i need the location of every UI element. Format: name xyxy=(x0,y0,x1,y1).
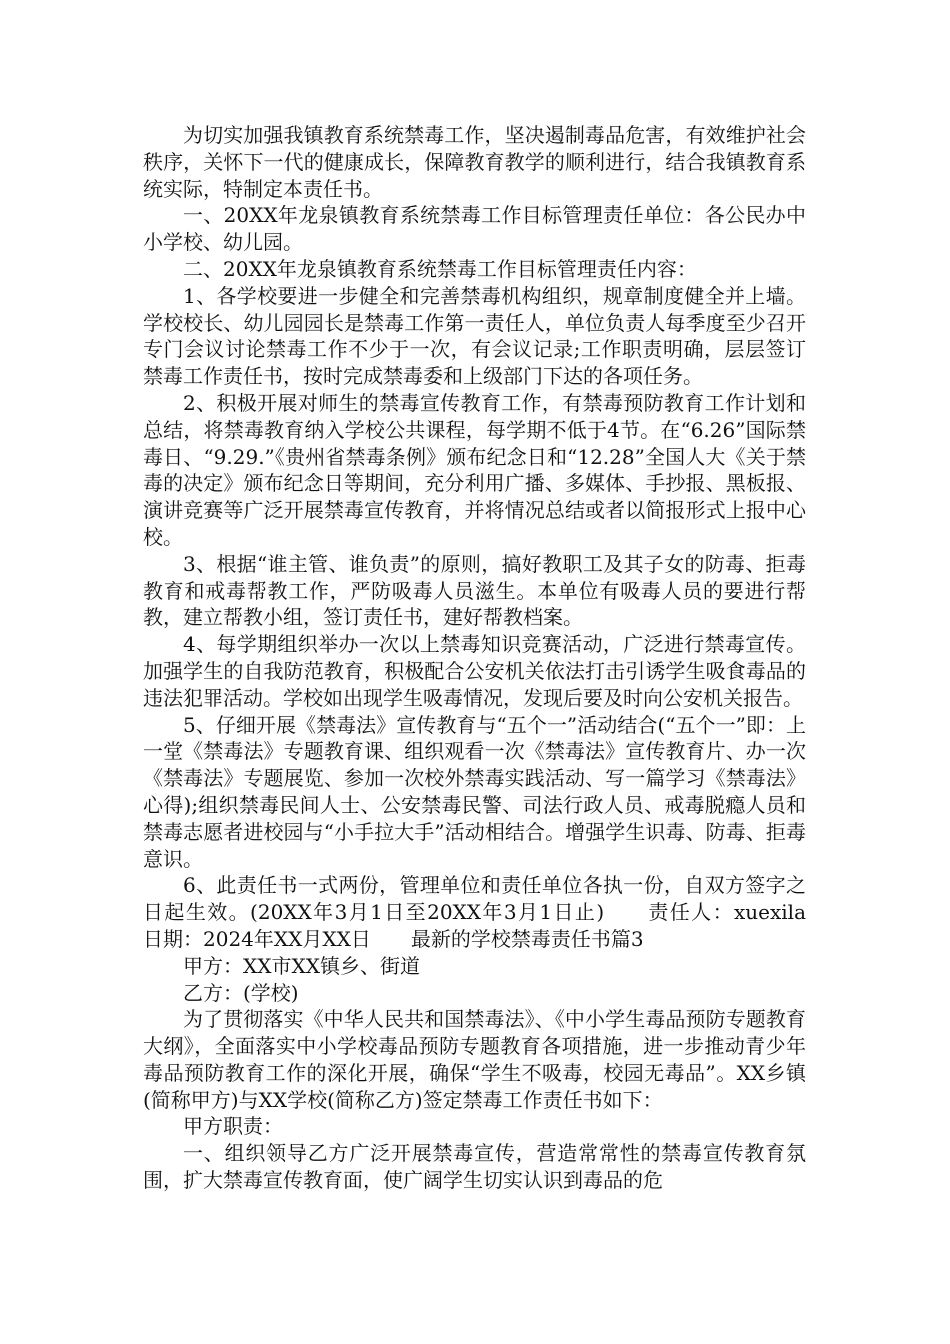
paragraph-intro: 为切实加强我镇教育系统禁毒工作，坚决遏制毒品危害，有效维护社会秩序，关怀下一代的健康成长，保障教育教学的顺利进行，结合我镇教育系统实际，特制定本责任书。 xyxy=(143,123,806,201)
paragraph-preamble: 为了贯彻落实《中华人民共和国禁毒法》、《中小学生毒品预防专题教育大纲》，全面落实中小学校毒品预防专题教育各项措施，进一步推动青少年毒品预防教育工作的深化开展，确保“学生不吸毒，校园无毒品”。XX乡镇(简称甲方)与XX学校(简称乙方)签定禁毒工作责任书如下： xyxy=(143,1007,806,1112)
paragraph-item-2: 2、积极开展对师生的禁毒宣传教育工作，有禁毒预防教育工作计划和总结，将禁毒教育纳入学校公共课程，每学期不低于4节。在“6.26”国际禁毒日、“9.29.”《贵州省禁毒条例》颁布纪念日和“12.28”全国人大《关于禁毒的决定》颁布纪念日等期间，充分利用广播、多媒体、手抄报、黑板报、演讲竞赛等广泛开展禁毒宣传教育，并将情况总结或者以简报形式上报中心校。 xyxy=(143,390,806,549)
paragraph-party-b: 乙方：(学校) xyxy=(183,980,299,1005)
paragraph-duty-1: 一、组织领导乙方广泛开展禁毒宣传，营造常常性的禁毒宣传教育氛围，扩大禁毒宣传教育面，使广阔学生切实认识到毒品的危 xyxy=(143,1141,806,1193)
paragraph-party-a: 甲方：XX市XX镇乡、街道 xyxy=(183,953,420,978)
paragraph-item-6: 6、此责任书一式两份，管理单位和责任单位各执一份，自双方签字之日起生效。(20XX年3月1日至20XX年3月1日止) 责任人：xuexila 日期：2024年XX月XX日 最新的学校禁毒责任书篇3 xyxy=(143,873,846,951)
paragraph-party-a-duties-heading: 甲方职责： xyxy=(183,1114,283,1139)
paragraph-section-2: 二、20XX年龙泉镇教育系统禁毒工作目标管理责任内容： xyxy=(183,256,697,281)
paragraph-item-5: 5、仔细开展《禁毒法》宣传教育与“五个一”活动结合(“五个一”即：上一堂《禁毒法》专题教育课、组织观看一次《禁毒法》宣传教育片、办一次《禁毒法》专题展览、参加一次校外禁毒实践活动、写一篇学习《禁毒法》心得);组织禁毒民间人士、公安禁毒民警、司法行政人员、戒毒脱瘾人员和禁毒志愿者进校园与“小手拉大手”活动相结合。增强学生识毒、防毒、拒毒意识。 xyxy=(143,712,806,871)
paragraph-item-1: 1、各学校要进一步健全和完善禁毒机构组织，规章制度健全并上墙。学校校长、幼儿园园长是禁毒工作第一责任人，单位负责人每季度至少召开专门会议讨论禁毒工作不少于一次，有会议记录;工作职责明确，层层签订禁毒工作责任书，按时完成禁毒委和上级部门下达的各项任务。 xyxy=(143,283,806,389)
document-body xyxy=(143,122,846,1194)
paragraph-section-1: 一、20XX年龙泉镇教育系统禁毒工作目标管理责任单位：各公民办中小学校、幼儿园。 xyxy=(143,203,806,255)
paragraph-item-4: 4、每学期组织举办一次以上禁毒知识竞赛活动，广泛进行禁毒宣传。加强学生的自我防范教育，积极配合公安机关依法打击引诱学生吸食毒品的违法犯罪活动。学校如出现学生吸毒情况，发现后要及时向公安机关报告。 xyxy=(143,632,806,710)
paragraph-item-3: 3、根据“谁主管、谁负责”的原则，搞好教职工及其子女的防毒、拒毒教育和戒毒帮教工作，严防吸毒人员滋生。本单位有吸毒人员的要进行帮教，建立帮教小组，签订责任书，建好帮教档案。 xyxy=(143,551,806,630)
